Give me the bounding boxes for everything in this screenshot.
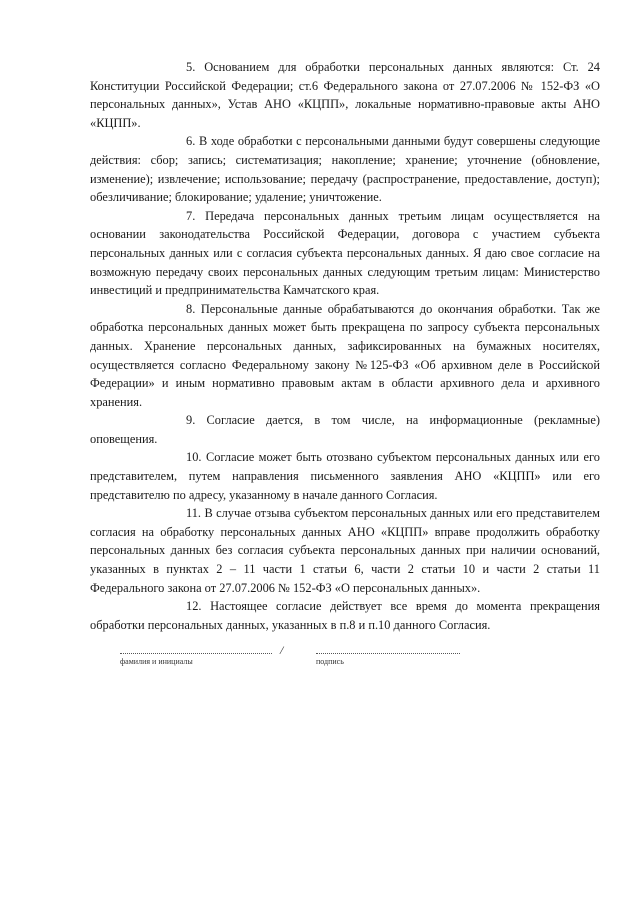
paragraph-number: 11. — [186, 506, 202, 521]
paragraph-number: 6. — [186, 134, 196, 149]
paragraph-9 — [90, 411, 600, 448]
paragraph-8 — [90, 300, 600, 412]
paragraph-text: Согласие может быть отозвано субъектом персональных данных или его представителем, путем направления письменного заявления АНО «КЦПП» или его представителю по адресу, указанному в начале данного Согласия. — [90, 450, 600, 502]
signature-separator: / — [280, 643, 284, 657]
paragraph-text: В ходе обработки с персональными данными будут совершены следующие действия: сбор; запись; систематизация; накопление; хранение; уточнение (обновление, изменение); извлечение; использование; передачу (распространение, предоставление, доступ); обезличивание; блокирование; удаление; уничтожение. — [90, 134, 600, 205]
paragraph-number: 9. — [186, 413, 196, 428]
paragraph-text: Персональные данные обрабатываются до окончания обработки. Так же обработка персональных данных может быть прекращена по запросу субъекта персональных данных. Хранение персональных данных, зафиксированных на бумажных носителях, осуществляется согласно Федеральному закону №125-ФЗ «Об архивном деле в Российской Федерации» и иным нормативно правовым актам в области архивного дела и архивного хранения. — [90, 301, 600, 409]
name-label: фамилия и инициалы — [120, 657, 193, 666]
paragraph-10 — [90, 448, 600, 504]
paragraph-text: Основанием для обработки персональных данных являются: Ст. 24 Конституции Российской Федерации; ст.6 Федерального закона от 27.07.2006 № 152-ФЗ «О персональных данных», Устав АНО «КЦПП», локальные нормативно-правовые акты АНО «КЦПП». — [90, 60, 600, 130]
paragraph-11 — [90, 504, 600, 597]
sign-signature-line — [316, 653, 460, 654]
paragraph-number: 10. — [186, 450, 202, 465]
paragraph-12 — [90, 597, 600, 634]
name-signature-line — [120, 653, 272, 654]
paragraph-number: 8. — [186, 301, 196, 316]
paragraph-text: Передача персональных данных третьим лицам осуществляется на основании законодательства Российской Федерации, договора с участием субъекта персональных данных или с согласия субъекта персональных данных. Я даю свое согласие на возможную передачу своих персональных данных следующим третьим лицам: Министерство инвестиций и предпринимательства Камчатского края. — [90, 208, 600, 298]
signature-block — [120, 645, 480, 685]
paragraph-6 — [90, 132, 600, 206]
paragraph-number: 12. — [186, 599, 202, 614]
paragraph-text: Согласие дается, в том числе, на информационные (рекламные) оповещения. — [90, 413, 600, 446]
paragraph-5 — [90, 58, 600, 132]
document-body — [90, 58, 600, 634]
paragraph-number: 5. — [186, 60, 196, 74]
paragraph-text: Настоящее согласие действует все время до момента прекращения обработки персональных данных, указанных в п.8 и п.10 данного Согласия. — [90, 599, 601, 632]
sign-label: подпись — [316, 657, 344, 666]
paragraph-7 — [90, 207, 600, 300]
paragraph-number: 7. — [186, 208, 196, 223]
paragraph-text: В случае отзыва субъектом персональных данных или его представителем согласия на обработку персональных данных АНО «КЦПП» вправе продолжить обработку персональных данных без согласия субъекта персональных данных при наличии оснований, указанных в пунктах 2 – 11 части 1 статьи 6, части 2 статьи 10 и части 2 статьи 11 Федерального закона от 27.07.2006 № 152-ФЗ «О персональных данных». — [90, 506, 600, 595]
